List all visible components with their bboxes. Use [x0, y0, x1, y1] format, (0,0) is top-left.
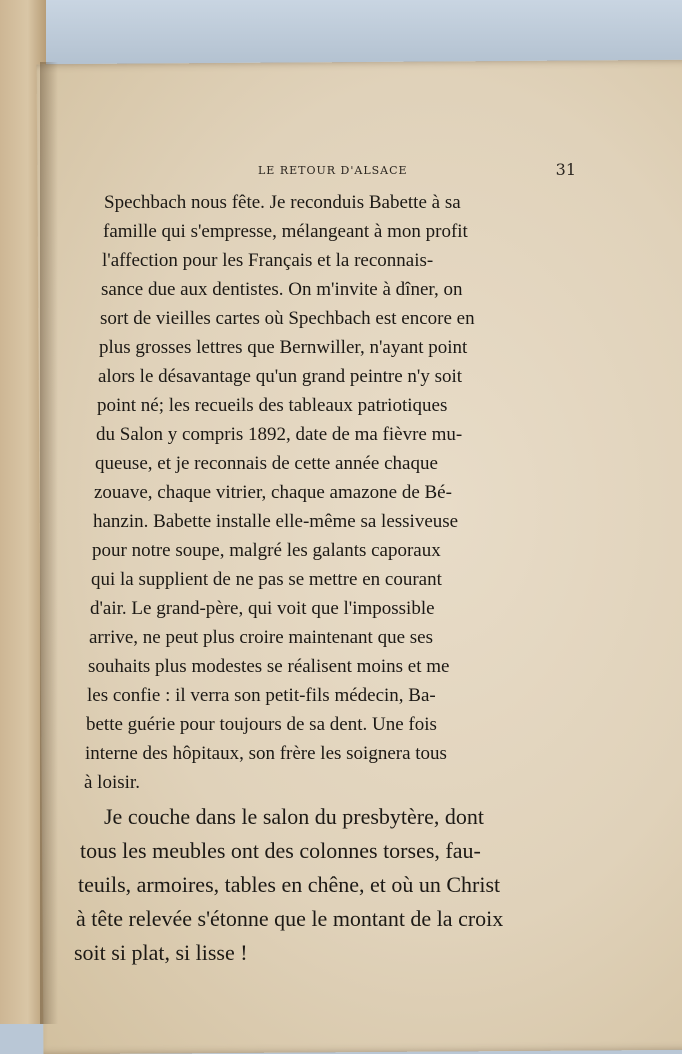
text-line: plus grosses lettres que Bernwiller, n'ayant point: [99, 337, 468, 358]
text-line: souhaits plus modestes se réalisent moins et me: [88, 656, 450, 677]
text-line: à loisir.: [84, 772, 140, 793]
text-line: bette guérie pour toujours de sa dent. Une fois: [86, 714, 437, 735]
text-line: teuils, armoires, tables en chêne, et où un Christ: [78, 872, 501, 897]
text-line: famille qui s'empresse, mélangeant à mon profit: [103, 221, 468, 242]
text-line: soit si plat, si lisse !: [74, 940, 248, 965]
text-line: Je couche dans le salon du presbytère, dont: [104, 804, 484, 829]
text-line: pour notre soupe, malgré les galants caporaux: [92, 540, 441, 561]
text-line: à tête relevée s'étonne que le montant de la croix: [76, 906, 504, 931]
running-title: LE RETOUR D'ALSACE: [258, 164, 408, 177]
text-line: alors le désavantage qu'un grand peintre n'y soit: [98, 366, 463, 387]
text-line: point né; les recueils des tableaux patriotiques: [97, 395, 448, 416]
text-line: queuse, et je reconnais de cette année chaque: [95, 453, 438, 474]
text-line: arrive, ne peut plus croire maintenant que ses: [89, 627, 433, 648]
text-line: Spechbach nous fête. Je reconduis Babette à sa: [104, 192, 461, 213]
text-line: qui la supplient de ne pas se mettre en courant: [91, 569, 442, 590]
page-number: 31: [555, 160, 576, 179]
text-line: d'air. Le grand-père, qui voit que l'impossible: [90, 598, 435, 619]
spine-shadow: [40, 62, 58, 1024]
text-line: tous les meubles ont des colonnes torses, fau-: [80, 838, 481, 863]
text-line: zouave, chaque vitrier, chaque amazone de Bé-: [94, 482, 452, 503]
text-line: sort de vieilles cartes où Spechbach est encore en: [100, 308, 475, 329]
page-header: [258, 160, 588, 180]
text-line: du Salon y compris 1892, date de ma fièvre mu-: [96, 424, 463, 445]
text-line: sance due aux dentistes. On m'invite à dîner, on: [101, 279, 463, 300]
text-line: interne des hôpitaux, son frère les soignera tous: [85, 743, 447, 764]
text-line: l'affection pour les Français et la reconnais-: [102, 250, 434, 271]
text-line: les confie : il verra son petit-fils médecin, Ba-: [87, 685, 436, 706]
text-line: hanzin. Babette installe elle-même sa lessiveuse: [93, 511, 459, 532]
